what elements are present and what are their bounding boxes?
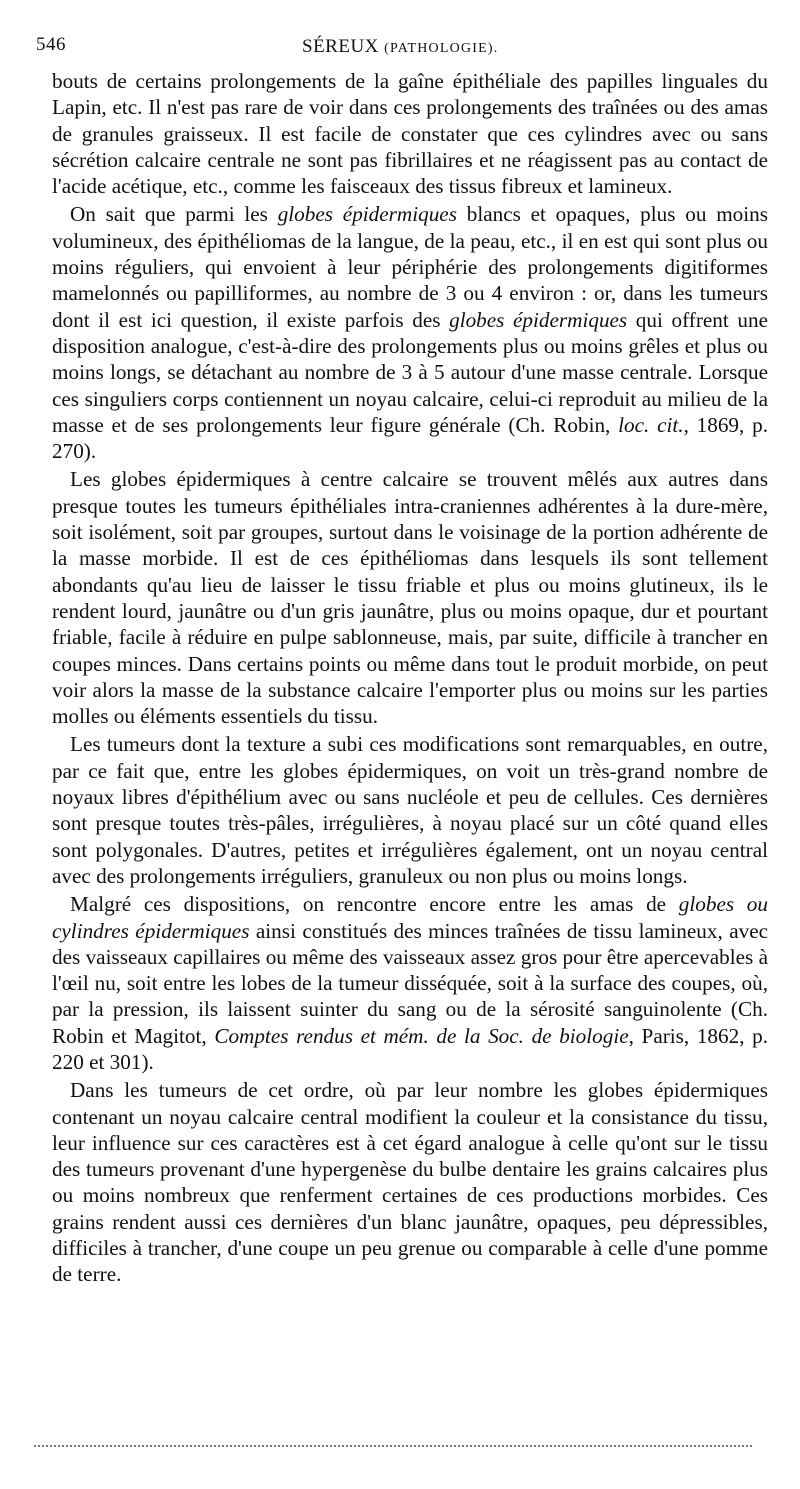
text-run: bouts de certains prolongements de la gaîne épithéliale des papilles linguales du Lapin, etc. Il n'est pas rare de voir dans ces prolongements des traînées ou des amas de granules graisseux. Il est facile de constater que ces cylindres avec ou sans sécrétion calcaire centrale ne sont pas fibrillaires et ne réagissent pas au contact de l'acide acétique, etc., comme les faisceaux des tissus fibreux et lamineux. (52, 69, 768, 199)
italic-text-run: globes épidermiques (449, 307, 628, 332)
paragraph-1 (52, 68, 768, 199)
italic-text-run: globes ou cylindres épidermiques (52, 892, 768, 943)
text-run: Les globes épidermiques à centre calcaire se trouvent mêlés aux autres dans presque toutes les tumeurs épithéliales intra-craniennes adhérentes à la dure-mère, soit isolément, soit par groupes, surtout dans le voisinage de la portion adhérente de la masse morbide. Il est de ces épithéliomas dans lesquels ils sont tellement abondants qu'au lieu de laisser le tissu friable et plus ou moins glutineux, ils le rendent lourd, jaunâtre ou d'un gris jaunâtre, plus ou moins opaque, dur et pourtant friable, facile à réduire en pulpe sablonneuse, mais, par suite, difficile à trancher en coupes minces. Dans certains points ou même dans tout le produit morbide, on peut voir alors la masse de la substance calcaire l'emporter plus ou moins sur les parties molles ou éléments essentiels du tissu. (52, 467, 768, 729)
text-run: blancs et opaques, plus ou moins volumineux, des épithéliomas de la langue, de la peau, etc., il en est qui sont plus ou moins réguliers, qui envoient à leur périphérie des prolongements digitiformes mamelonnés ou papilliformes, au nombre de 3 ou 4 environ : or, dans les tumeurs dont il est ici question, il existe parfois des (52, 202, 768, 332)
paragraph-2 (52, 201, 768, 464)
running-title-main: SÉREUX (302, 36, 379, 57)
text-run: Les tumeurs dont la texture a subi ces modifications sont remarquables, en outre, par ce fait que, entre les globes épidermiques, on voit un très-grand nombre de noyaux libres d'épithélium avec ou sans nucléole et peu de cellules. Ces dernières sont presque toutes très-pâles, irrégulières, à noyau placé sur un côté quand elles sont polygonales. D'autres, petites et irrégulières également, ont un noyau central avec des prolongements irréguliers, granuleux ou non plus ou moins longs. (52, 732, 768, 888)
page-number: 546 (36, 34, 66, 55)
running-title (302, 36, 498, 58)
text-run: Malgré ces dispositions, on rencontre encore entre les amas de (70, 892, 679, 917)
body-text (52, 68, 768, 1288)
text-run: ainsi constitués des minces traînées de tissu lamineux, avec des vaisseaux capillaires ou même des vaisseaux assez gros pour être apercevables à l'œil nu, soit entre les lobes de la tumeur disséquée, soit à la surface des coupes, où, par la pression, ils laissent suinter du sang ou de la sérosité sanguinolente (Ch. Robin et Magitot, (52, 918, 769, 1048)
paragraph-6 (52, 1077, 768, 1287)
text-run: qui offrent une disposition analogue, c'est-à-dire des prolongements plus ou moins grêles et plus ou moins longs, se détachant au nombre de 3 à 5 autour d'une masse centrale. Lorsque ces singuliers corps contiennent un noyau calcaire, celui-ci reproduit au milieu de la masse et de ses prolongements leur figure générale (Ch. Robin, (52, 307, 768, 437)
page-header (36, 28, 768, 68)
footer-rule (34, 1445, 752, 1447)
text-run: , 1869, p. 270). (52, 412, 768, 464)
text-run: Dans les tumeurs de cet ordre, où par leur nombre les globes épidermiques contenant un noyau calcaire central modifient la couleur et la consistance du tissu, leur influence sur ces caractères est à cet égard analogue à celle qu'ont sur le tissu des tumeurs provenant d'une hypergenèse du bulbe dentaire les grains calcaires plus ou moins nombreux que renferment certaines de ces productions morbides. Ces grains rendent aussi ces dernières d'un blanc jaunâtre, opaques, peu dépressibles, difficiles à trancher, d'une coupe un peu grenue ou comparable à celle d'une pomme de terre. (52, 1078, 768, 1287)
italic-text-run: Comptes rendus et mém. de la Soc. de biologie (214, 1023, 629, 1048)
text-run: , Paris, 1862, p. 220 et 301). (52, 1023, 768, 1074)
paragraph-4 (52, 731, 768, 889)
text-run: On sait que parmi les (70, 202, 278, 227)
paragraph-5 (52, 891, 768, 1075)
italic-text-run: globes épidermiques (277, 202, 457, 227)
italic-text-run: loc. cit. (618, 412, 684, 437)
paragraph-3 (52, 466, 768, 729)
book-page (36, 28, 769, 1288)
running-title-subtitle: (PATHOLOGIE). (384, 41, 499, 56)
